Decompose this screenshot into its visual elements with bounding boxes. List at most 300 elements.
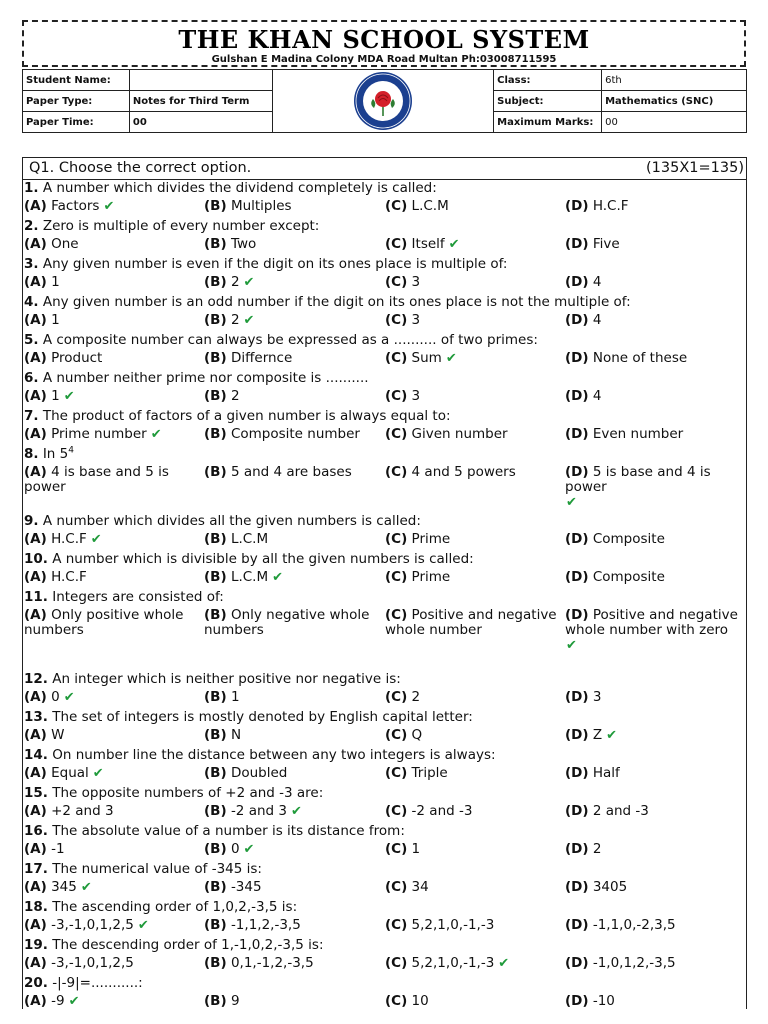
option-d[interactable] <box>565 766 745 781</box>
question-number: 3. <box>24 256 39 272</box>
option-text: 0 <box>51 689 60 705</box>
question-list <box>23 180 746 1013</box>
option-d[interactable] <box>565 570 745 585</box>
question-number: 14. <box>24 747 48 763</box>
option-text: 2 <box>230 274 240 290</box>
option-d[interactable] <box>565 427 745 442</box>
question-number: 16. <box>24 823 48 839</box>
option-c[interactable] <box>385 389 565 404</box>
option-key: (C) <box>385 312 408 328</box>
options-row <box>23 878 746 899</box>
option-key: (A) <box>24 955 47 971</box>
option-key: (C) <box>385 607 408 623</box>
option-text: 5 is base and 4 is power <box>565 464 711 495</box>
option-c[interactable] <box>385 570 565 585</box>
option-b[interactable] <box>204 956 384 971</box>
checkmark-icon: ✔ <box>243 313 255 328</box>
option-key: (A) <box>24 689 47 705</box>
question-text: A number neither prime nor composite is .......... <box>42 370 369 386</box>
checkmark-icon: ✔ <box>566 495 577 510</box>
options-row <box>23 568 746 589</box>
option-key: (B) <box>204 350 227 366</box>
option-a[interactable] <box>24 313 204 328</box>
option-text: 9 <box>230 993 240 1009</box>
options-row <box>23 802 746 823</box>
question-number: 9. <box>24 513 39 529</box>
student-name-label: Student Name: <box>23 70 130 91</box>
option-c[interactable] <box>385 918 565 933</box>
options-row <box>23 235 746 256</box>
option-d[interactable] <box>565 532 745 547</box>
option-d[interactable] <box>565 465 745 510</box>
option-a[interactable] <box>24 690 204 705</box>
option-key: (D) <box>565 350 589 366</box>
option-text: 4 <box>592 274 602 290</box>
logo-cell <box>272 70 493 133</box>
question-text: The absolute value of a number is its distance from: <box>52 823 405 839</box>
question-text: An integer which is neither positive nor negative is: <box>52 671 401 687</box>
option-key: (A) <box>24 765 47 781</box>
option-key: (C) <box>385 464 408 480</box>
option-c[interactable] <box>385 608 565 638</box>
option-key: (C) <box>385 917 408 933</box>
option-d[interactable] <box>565 389 745 404</box>
option-key: (C) <box>385 531 408 547</box>
options-row <box>23 764 746 785</box>
option-b[interactable] <box>204 728 384 743</box>
option-key: (D) <box>565 198 589 214</box>
options-row <box>23 530 746 551</box>
subject-label: Subject: <box>494 91 602 112</box>
option-d[interactable] <box>565 956 745 971</box>
option-key: (A) <box>24 569 47 585</box>
option-text: -1,1,0,-2,3,5 <box>592 917 676 933</box>
question-text: The descending order of 1,-1,0,2,-3,5 is: <box>52 937 324 953</box>
option-key: (A) <box>24 879 47 895</box>
option-key: (D) <box>565 765 589 781</box>
question-text: A composite number can always be expressed as a .......... of two primes: <box>42 332 538 348</box>
option-a[interactable] <box>24 766 204 781</box>
checkmark-icon: ✔ <box>92 766 104 781</box>
option-a[interactable] <box>24 427 204 442</box>
option-text: 3 <box>411 312 421 328</box>
option-c[interactable] <box>385 313 565 328</box>
option-b[interactable] <box>204 199 384 214</box>
option-key: (B) <box>204 917 227 933</box>
option-d[interactable] <box>565 842 745 857</box>
question-number: 11. <box>24 589 48 605</box>
option-key: (A) <box>24 350 47 366</box>
option-b[interactable] <box>204 351 384 366</box>
question-text: On number line the distance between any two integers is always: <box>52 747 496 763</box>
option-b[interactable] <box>204 570 384 585</box>
option-a[interactable] <box>24 237 204 252</box>
option-key: (A) <box>24 426 47 442</box>
question-number: 20. <box>24 975 48 991</box>
option-key: (B) <box>204 727 227 743</box>
option-text: Q <box>411 727 423 743</box>
checkmark-icon: ✔ <box>103 199 115 214</box>
options-row <box>23 726 746 747</box>
option-a[interactable] <box>24 532 204 547</box>
option-text: 4 is base and 5 is power <box>24 464 169 495</box>
option-b[interactable] <box>204 842 384 857</box>
question-number: 5. <box>24 332 39 348</box>
checkmark-icon: ✔ <box>272 570 284 585</box>
option-text: -3,-1,0,1,2,5 <box>51 955 134 971</box>
option-key: (C) <box>385 350 408 366</box>
paper-type-label: Paper Type: <box>23 91 130 112</box>
options-row <box>23 197 746 218</box>
option-b[interactable] <box>204 608 384 638</box>
option-b[interactable] <box>204 532 384 547</box>
option-key: (A) <box>24 803 47 819</box>
option-key: (B) <box>204 607 227 623</box>
subject-value: Mathematics (SNC) <box>602 91 747 112</box>
option-key: (C) <box>385 236 408 252</box>
option-text: Half <box>592 765 620 781</box>
option-c[interactable] <box>385 237 565 252</box>
option-b[interactable] <box>204 918 384 933</box>
question-stem <box>23 975 746 992</box>
option-a[interactable] <box>24 465 204 495</box>
option-text: 2 <box>230 388 240 404</box>
options-row <box>23 954 746 975</box>
option-key: (A) <box>24 274 47 290</box>
school-header <box>22 20 746 67</box>
checkmark-icon: ✔ <box>150 427 162 442</box>
option-text: Prime <box>411 569 451 585</box>
question-number: 4. <box>24 294 39 310</box>
option-key: (C) <box>385 841 408 857</box>
option-a[interactable] <box>24 389 204 404</box>
option-a[interactable] <box>24 351 204 366</box>
question-stem <box>23 513 746 530</box>
option-text: 1 <box>51 312 60 328</box>
option-key: (D) <box>565 426 589 442</box>
option-c[interactable] <box>385 728 565 743</box>
option-key: (A) <box>24 727 47 743</box>
option-text: Equal <box>51 765 89 781</box>
option-d[interactable] <box>565 804 745 819</box>
option-key: (C) <box>385 274 408 290</box>
options-row <box>23 992 746 1013</box>
option-key: (B) <box>204 879 227 895</box>
option-key: (D) <box>565 607 589 623</box>
option-c[interactable] <box>385 766 565 781</box>
option-key: (B) <box>204 198 227 214</box>
option-key: (B) <box>204 426 227 442</box>
option-b[interactable] <box>204 804 384 819</box>
question-text: Any given number is even if the digit on its ones place is multiple of: <box>42 256 508 272</box>
option-text: H.C.F <box>51 569 87 585</box>
max-marks-label: Maximum Marks: <box>494 112 602 133</box>
checkmark-icon: ✔ <box>566 638 577 653</box>
option-d[interactable] <box>565 199 745 214</box>
question-number: 1. <box>24 180 39 196</box>
option-text: 2 <box>592 841 602 857</box>
question-stem <box>23 899 746 916</box>
option-d[interactable] <box>565 918 745 933</box>
question-stem <box>23 256 746 273</box>
option-text: -2 and 3 <box>230 803 287 819</box>
option-c[interactable] <box>385 880 565 895</box>
option-text: -10 <box>592 993 615 1009</box>
option-a[interactable] <box>24 570 204 585</box>
option-text: Product <box>51 350 103 366</box>
paper-type-value: Notes for Third Term <box>129 91 272 112</box>
option-b[interactable] <box>204 427 384 442</box>
checkmark-icon: ✔ <box>80 880 92 895</box>
option-d[interactable] <box>565 275 745 290</box>
option-key: (D) <box>565 312 589 328</box>
option-c[interactable] <box>385 690 565 705</box>
question-stem <box>23 861 746 878</box>
option-key: (B) <box>204 274 227 290</box>
option-text: Composite <box>592 531 665 547</box>
question-stem <box>23 551 746 568</box>
option-key: (A) <box>24 531 47 547</box>
option-text: Sum <box>411 350 442 366</box>
option-a[interactable] <box>24 842 204 857</box>
option-c[interactable] <box>385 199 565 214</box>
option-key: (B) <box>204 388 227 404</box>
option-text: 4 <box>592 388 602 404</box>
checkmark-icon: ✔ <box>243 275 255 290</box>
option-text: 2 <box>411 689 421 705</box>
option-text: -9 <box>51 993 65 1009</box>
option-key: (A) <box>24 464 47 480</box>
option-key: (C) <box>385 569 408 585</box>
option-b[interactable] <box>204 994 384 1009</box>
option-text: Differnce <box>230 350 293 366</box>
class-label: Class: <box>494 70 602 91</box>
option-key: (C) <box>385 727 408 743</box>
option-d[interactable] <box>565 351 745 366</box>
option-d[interactable] <box>565 608 745 653</box>
option-text: Five <box>592 236 620 252</box>
option-a[interactable] <box>24 275 204 290</box>
checkmark-icon: ✔ <box>68 994 80 1009</box>
option-a[interactable] <box>24 728 204 743</box>
option-text: 1 <box>230 689 240 705</box>
option-b[interactable] <box>204 237 384 252</box>
option-key: (A) <box>24 388 47 404</box>
option-c[interactable] <box>385 427 565 442</box>
option-c[interactable] <box>385 465 565 480</box>
option-text: 3 <box>411 388 421 404</box>
question-text: The numerical value of -345 is: <box>52 861 262 877</box>
student-name-field[interactable] <box>129 70 272 91</box>
option-c[interactable] <box>385 275 565 290</box>
question-stem <box>23 823 746 840</box>
option-key: (D) <box>565 236 589 252</box>
option-a[interactable] <box>24 918 204 933</box>
option-key: (B) <box>204 312 227 328</box>
option-key: (D) <box>565 727 589 743</box>
option-d[interactable] <box>565 994 745 1009</box>
question-text: In 5 <box>42 446 69 462</box>
option-text: 10 <box>411 993 429 1009</box>
option-d[interactable] <box>565 690 745 705</box>
checkmark-icon: ✔ <box>498 956 510 971</box>
option-text: Prime <box>411 531 451 547</box>
option-text: -1,1,2,-3,5 <box>230 917 301 933</box>
option-b[interactable] <box>204 313 384 328</box>
option-text: Even number <box>592 426 684 442</box>
question-stem <box>23 408 746 425</box>
option-key: (C) <box>385 993 408 1009</box>
question-number: 17. <box>24 861 48 877</box>
option-text: Composite number <box>230 426 360 442</box>
checkmark-icon: ✔ <box>448 237 460 252</box>
option-text: -3,-1,0,1,2,5 <box>51 917 134 933</box>
option-text: 3 <box>592 689 602 705</box>
option-text: +2 and 3 <box>51 803 114 819</box>
option-c[interactable] <box>385 956 565 971</box>
option-text: 0 <box>230 841 240 857</box>
option-key: (D) <box>565 464 589 480</box>
option-key: (D) <box>565 879 589 895</box>
option-key: (B) <box>204 236 227 252</box>
school-logo-graphic <box>352 70 414 132</box>
checkmark-icon: ✔ <box>90 532 102 547</box>
option-b[interactable] <box>204 465 384 480</box>
option-key: (C) <box>385 388 408 404</box>
option-key: (D) <box>565 993 589 1009</box>
option-text: Given number <box>411 426 508 442</box>
question-text: The product of factors of a given number is always equal to: <box>42 408 451 424</box>
option-text: 1 <box>51 274 60 290</box>
option-a[interactable] <box>24 956 204 971</box>
question-text: A number which divides all the given numbers is called: <box>42 513 421 529</box>
checkmark-icon: ✔ <box>137 918 149 933</box>
option-text: N <box>230 727 242 743</box>
option-d[interactable] <box>565 313 745 328</box>
option-key: (C) <box>385 426 408 442</box>
question-section <box>22 157 747 1009</box>
option-key: (D) <box>565 841 589 857</box>
option-text: Z <box>592 727 603 743</box>
option-text: 4 and 5 powers <box>411 464 516 480</box>
option-a[interactable] <box>24 199 204 214</box>
options-row <box>23 311 746 332</box>
option-c[interactable] <box>385 842 565 857</box>
options-row <box>23 840 746 861</box>
option-text: Only negative whole numbers <box>204 607 370 638</box>
question-number: 6. <box>24 370 39 386</box>
option-text: Factors <box>51 198 100 214</box>
option-text: 5 and 4 are bases <box>230 464 352 480</box>
option-a[interactable] <box>24 804 204 819</box>
school-name: THE KHAN SCHOOL SYSTEM <box>178 25 590 54</box>
option-key: (D) <box>565 388 589 404</box>
option-b[interactable] <box>204 275 384 290</box>
paper-time-label: Paper Time: <box>23 112 130 133</box>
option-d[interactable] <box>565 880 745 895</box>
school-logo <box>352 70 414 132</box>
question-number: 12. <box>24 671 48 687</box>
option-text: 1 <box>51 388 60 404</box>
option-key: (C) <box>385 879 408 895</box>
option-d[interactable] <box>565 728 745 743</box>
option-text: Prime number <box>51 426 147 442</box>
option-key: (B) <box>204 569 227 585</box>
option-c[interactable] <box>385 804 565 819</box>
paper-time-value: 00 <box>129 112 272 133</box>
option-a[interactable] <box>24 994 204 1009</box>
option-a[interactable] <box>24 608 204 638</box>
option-key: (B) <box>204 803 227 819</box>
option-key: (A) <box>24 841 47 857</box>
option-text: -2 and -3 <box>411 803 473 819</box>
option-key: (D) <box>565 274 589 290</box>
option-c[interactable] <box>385 994 565 1009</box>
options-row <box>23 387 746 408</box>
question-stem <box>23 937 746 954</box>
option-key: (C) <box>385 765 408 781</box>
option-text: Triple <box>411 765 448 781</box>
option-text: Two <box>230 236 257 252</box>
school-address: Gulshan E Madina Colony MDA Road Multan Ph:03008711595 <box>211 54 557 65</box>
option-b[interactable] <box>204 389 384 404</box>
options-row <box>23 273 746 294</box>
option-key: (A) <box>24 198 47 214</box>
option-text: None of these <box>592 350 688 366</box>
option-text: Positive and negative whole number with zero <box>565 607 738 638</box>
option-c[interactable] <box>385 351 565 366</box>
option-text: 34 <box>411 879 429 895</box>
options-row <box>23 463 746 513</box>
option-text: L.C.M <box>411 198 449 214</box>
option-c[interactable] <box>385 532 565 547</box>
option-text: -345 <box>230 879 262 895</box>
checkmark-icon: ✔ <box>243 842 255 857</box>
question-text: A number which is divisible by all the given numbers is called: <box>52 551 474 567</box>
option-a[interactable] <box>24 880 204 895</box>
question-text: The opposite numbers of +2 and -3 are: <box>52 785 324 801</box>
option-key: (B) <box>204 955 227 971</box>
question-text: The ascending order of 1,0,2,-3,5 is: <box>52 899 298 915</box>
option-b[interactable] <box>204 880 384 895</box>
option-key: (D) <box>565 689 589 705</box>
section-title: Q1. Choose the correct option. <box>29 160 252 176</box>
question-number: 7. <box>24 408 39 424</box>
option-key: (A) <box>24 312 47 328</box>
option-b[interactable] <box>204 690 384 705</box>
checkmark-icon: ✔ <box>63 389 75 404</box>
options-row <box>23 606 746 671</box>
section-header <box>23 158 746 180</box>
option-text: Positive and negative whole number <box>385 607 557 638</box>
question-text: Integers are consisted of: <box>52 589 224 605</box>
option-key: (B) <box>204 841 227 857</box>
option-text: One <box>51 236 79 252</box>
question-stem <box>23 785 746 802</box>
option-key: (A) <box>24 993 47 1009</box>
checkmark-icon: ✔ <box>606 728 617 743</box>
question-number: 18. <box>24 899 48 915</box>
option-text: H.C.F <box>51 531 87 547</box>
question-superscript: 4 <box>68 446 74 456</box>
section-marks: (135X1=135) <box>646 160 744 176</box>
option-text: 5,2,1,0,-1,-3 <box>411 955 495 971</box>
question-text: Zero is multiple of every number except: <box>42 218 320 234</box>
option-d[interactable] <box>565 237 745 252</box>
option-b[interactable] <box>204 766 384 781</box>
option-key: (B) <box>204 765 227 781</box>
question-stem <box>23 589 746 606</box>
